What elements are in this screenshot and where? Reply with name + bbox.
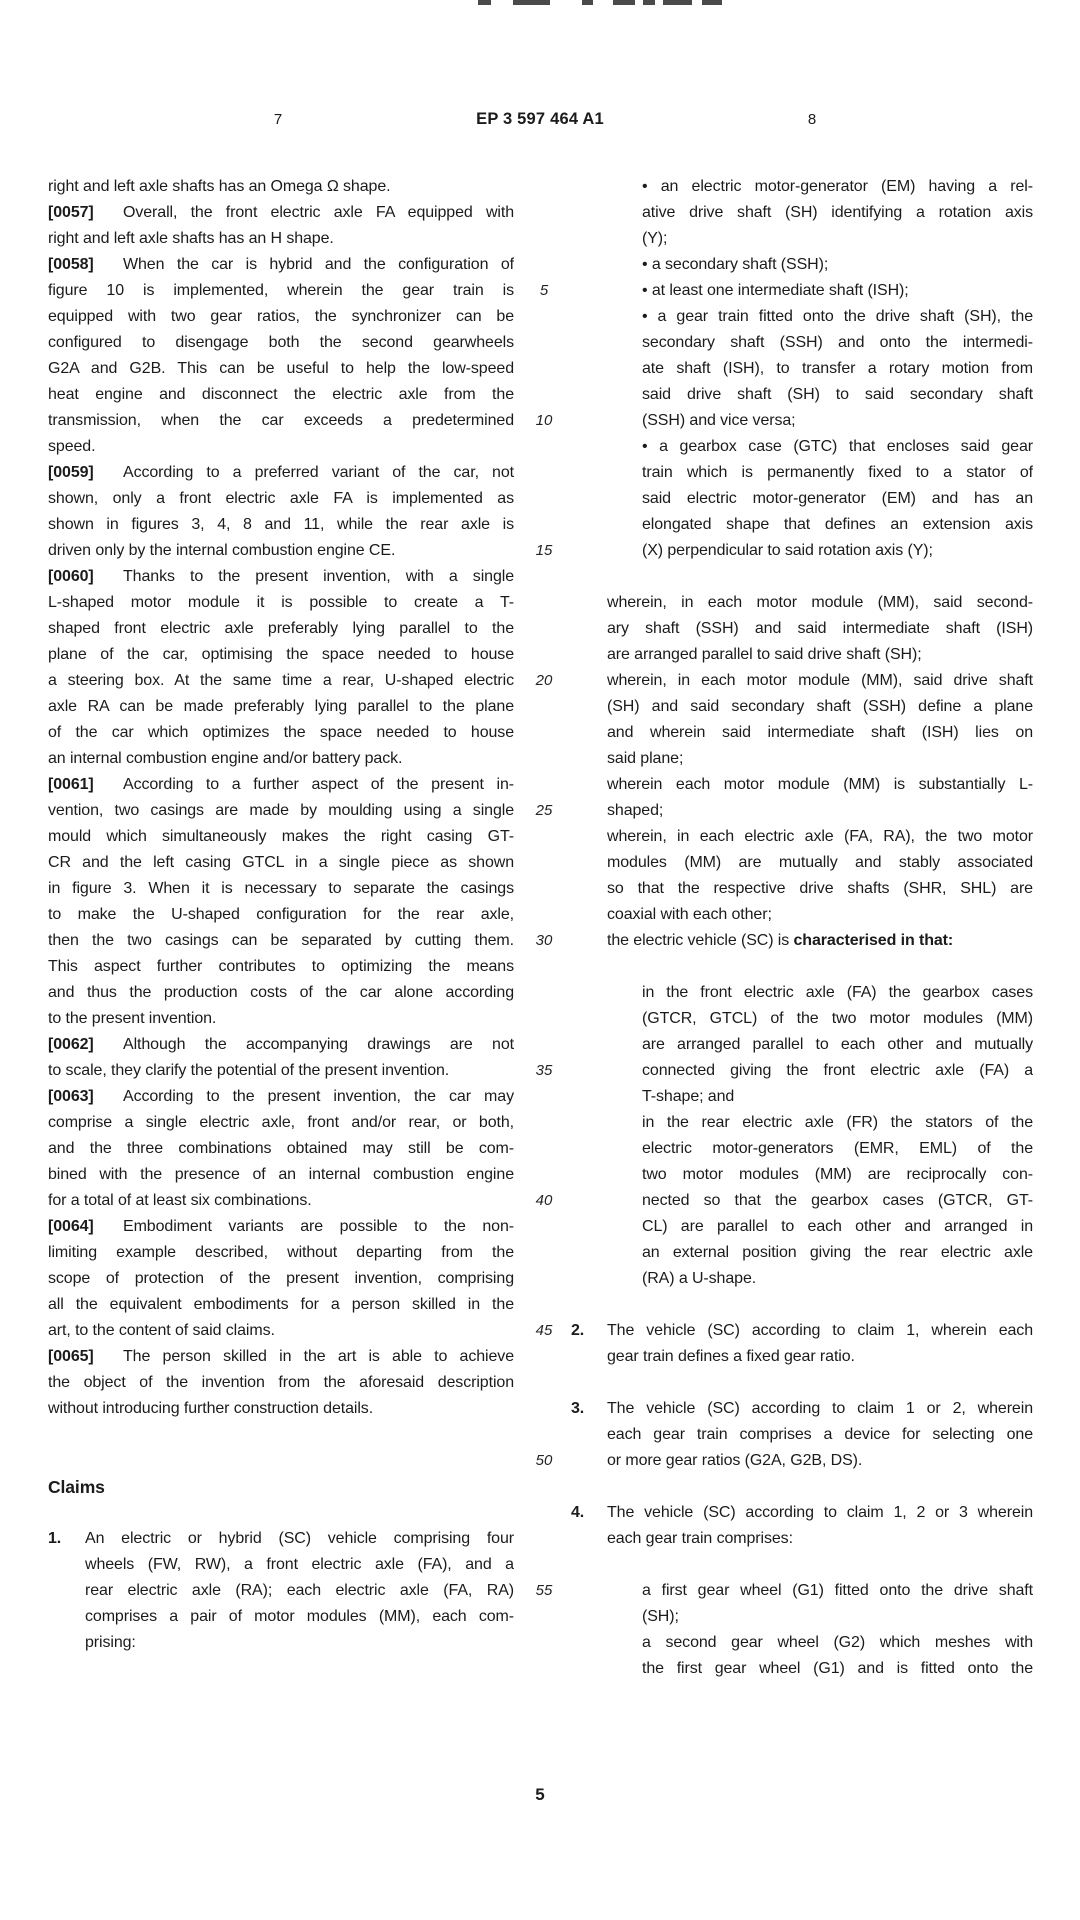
text-line: 1. An electric or hybrid (SC) vehicle comprising four	[48, 1526, 514, 1552]
text-line: right and left axle shafts has an H shape.	[48, 230, 334, 247]
text-line: mould which simultaneously makes the right casing GT-	[48, 828, 514, 845]
text-line: [0057] Overall, the front electric axle FA equipped with	[48, 200, 514, 226]
text-line	[571, 564, 1033, 590]
text-line: to make the U-shaped configuration for the rear axle,	[48, 906, 514, 923]
text-line: ary shaft (SSH) and said intermediate shaft (ISH)	[607, 620, 1033, 637]
text-line: elongated shape that defines an extension axis	[642, 516, 1033, 533]
text-line: secondary shaft (SSH) and onto the intermedi-	[642, 334, 1033, 351]
text-line: without introducing further construction details.	[48, 1400, 374, 1417]
text-line: in figure 3. When it is necessary to separate the casings	[48, 880, 514, 897]
text-line: in the front electric axle (FA) the gearbox cases	[642, 984, 1033, 1001]
text-line	[571, 1474, 1033, 1500]
text-line	[48, 1500, 514, 1526]
paragraph-number: [0058]	[48, 256, 94, 273]
text-line: and wherein said intermediate shaft (ISH) lies on	[607, 724, 1033, 741]
text-line: in the rear electric axle (FR) the stators of the	[642, 1114, 1033, 1131]
text-line: said electric motor-generator (EM) and has an	[642, 490, 1033, 507]
gutter-line-number: 20	[535, 672, 553, 689]
header-column-number-left: 7	[273, 111, 283, 128]
header-column-number-right: 8	[807, 111, 817, 128]
header-publication-number: EP 3 597 464 A1	[476, 110, 604, 128]
text-line: right and left axle shafts has an Omega Ω shape.	[48, 178, 391, 195]
text-line	[571, 1292, 1033, 1318]
text-line: shown in figures 3, 4, 8 and 11, while the rear axle is	[48, 516, 514, 533]
text-line: Claims	[48, 1477, 105, 1497]
scan-artifact	[643, 0, 655, 5]
text-line: a first gear wheel (G1) fitted onto the drive shaft	[642, 1582, 1033, 1599]
text-line: rear electric axle (RA); each electric axle (FA, RA)	[85, 1582, 514, 1599]
text-line: prising:	[85, 1634, 136, 1651]
text-line: • a gear train fitted onto the drive shaft (SH), the	[642, 308, 1033, 325]
text-line: coaxial with each other;	[607, 906, 772, 923]
text-line	[571, 1370, 1033, 1396]
text-line: [0063] According to the present invention, the car may	[48, 1084, 514, 1110]
gutter-line-number: 5	[539, 282, 549, 299]
text-line: figure 10 is implemented, wherein the gear train is	[48, 282, 514, 299]
text-line	[571, 1552, 1033, 1578]
text-line: G2A and G2B. This can be useful to help the low-speed	[48, 360, 514, 377]
text-line: T-shape; and	[642, 1088, 735, 1105]
text-line: modules (MM) are mutually and stably associated	[607, 854, 1033, 871]
text-line: ate shaft (ISH), to transfer a rotary motion from	[642, 360, 1033, 377]
paragraph-number: [0064]	[48, 1218, 94, 1235]
gutter-line-number: 40	[535, 1192, 553, 1209]
text-line: gear train defines a fixed gear ratio.	[607, 1348, 855, 1365]
text-line: connected giving the front electric axle (FA) a	[642, 1062, 1033, 1079]
text-line: (SH) and said secondary shaft (SSH) define a plane	[607, 698, 1033, 715]
text-line: an internal combustion engine and/or battery pack.	[48, 750, 403, 767]
text-line: a steering box. At the same time a rear, U-shaped electric	[48, 672, 514, 689]
text-line: driven only by the internal combustion engine CE.	[48, 542, 396, 559]
text-line: all the equivalent embodiments for a person skilled in the	[48, 1296, 514, 1313]
text-line: of the car which optimizes the space needed to house	[48, 724, 514, 741]
paragraph-number: [0062]	[48, 1036, 94, 1053]
text-line: (Y);	[642, 230, 668, 247]
text-line: shaped;	[607, 802, 664, 819]
text-line: and the three combinations obtained may still be com-	[48, 1140, 514, 1157]
scan-artifact	[613, 0, 635, 5]
paragraph-number: 2.	[571, 1322, 585, 1339]
gutter-line-number: 30	[535, 932, 553, 949]
text-line: [0059] According to a preferred variant of the car, not	[48, 460, 514, 486]
text-line: said plane;	[607, 750, 684, 767]
text-line: art, to the content of said claims.	[48, 1322, 275, 1339]
text-line: CL) are parallel to each other and arranged in	[642, 1218, 1033, 1235]
text-line: vention, two casings are made by moulding using a single	[48, 802, 514, 819]
text-line: scope of protection of the present invention, comprising	[48, 1270, 514, 1287]
left-text-column	[48, 174, 514, 1656]
text-line: [0062] Although the accompanying drawings are not	[48, 1032, 514, 1058]
gutter-line-numbers	[522, 174, 566, 1674]
paragraph-number: [0063]	[48, 1088, 94, 1105]
gutter-line-number: 35	[535, 1062, 553, 1079]
text-line: [0061] According to a further aspect of the present in-	[48, 772, 514, 798]
text-line: 2. The vehicle (SC) according to claim 1, wherein each	[571, 1318, 1033, 1344]
gutter-line-number: 25	[535, 802, 553, 819]
text-line: (GTCR, GTCL) of the two motor modules (MM)	[642, 1010, 1033, 1027]
text-line: transmission, when the car exceeds a predetermined	[48, 412, 514, 429]
text-line: plane of the car, optimising the space needed to house	[48, 646, 514, 663]
text-line: to the present invention.	[48, 1010, 217, 1027]
paragraph-number: [0061]	[48, 776, 94, 793]
text-line: limiting example described, without departing from the	[48, 1244, 514, 1261]
gutter-line-number: 50	[535, 1452, 553, 1469]
scan-artifact	[478, 0, 491, 5]
text-line: an external position giving the rear electric axle	[642, 1244, 1033, 1261]
paragraph-number: [0059]	[48, 464, 94, 481]
paragraph-number: [0057]	[48, 204, 94, 221]
text-line: axle RA can be made preferably lying parallel to the plane	[48, 698, 514, 715]
text-line: (RA) a U-shape.	[642, 1270, 757, 1287]
text-line: (SSH) and vice versa;	[642, 412, 796, 429]
text-line: shaped front electric axle preferably lying parallel to the	[48, 620, 514, 637]
scan-artifact	[702, 0, 722, 5]
text-line	[48, 1422, 514, 1448]
text-line: This aspect further contributes to optimizing the means	[48, 958, 514, 975]
text-line: shown, only a front electric axle FA is implemented as	[48, 490, 514, 507]
text-line: wheels (FW, RW), a front electric axle (FA), and a	[85, 1556, 514, 1573]
scan-artifact	[582, 0, 593, 5]
text-line: so that the respective drive shafts (SHR, SHL) are	[607, 880, 1033, 897]
gutter-line-number: 55	[535, 1582, 553, 1599]
text-line: train which is permanently fixed to a stator of	[642, 464, 1033, 481]
text-line: comprise a single electric axle, front and/or rear, or both,	[48, 1114, 514, 1131]
text-line: speed.	[48, 438, 96, 455]
text-line: equipped with two gear ratios, the synchronizer can be	[48, 308, 514, 325]
text-line: to scale, they clarify the potential of the present invention.	[48, 1062, 450, 1079]
paragraph-number: 3.	[571, 1400, 585, 1417]
gutter-line-number: 15	[535, 542, 553, 559]
text-line: • a secondary shaft (SSH);	[642, 256, 829, 273]
text-line: the electric vehicle (SC) is characterised in that:	[607, 932, 954, 949]
text-line: wherein, in each motor module (MM), said drive shaft	[607, 672, 1033, 689]
text-line: comprises a pair of motor modules (MM), each com-	[85, 1608, 514, 1625]
gutter-line-number: 10	[535, 412, 553, 429]
text-line: two motor modules (MM) are reciprocally con-	[642, 1166, 1033, 1183]
paragraph-number: 1.	[48, 1530, 62, 1547]
text-line: • at least one intermediate shaft (ISH);	[642, 282, 909, 299]
scan-artifact	[513, 0, 550, 5]
text-line: [0064] Embodiment variants are possible to the non-	[48, 1214, 514, 1240]
text-line: 4. The vehicle (SC) according to claim 1, 2 or 3 wherein	[571, 1500, 1033, 1526]
text-line: L-shaped motor module it is possible to create a T-	[48, 594, 514, 611]
text-line: each gear train comprises a device for selecting one	[607, 1426, 1033, 1443]
text-line: heat engine and disconnect the electric axle from the	[48, 386, 514, 403]
text-line: the first gear wheel (G1) and is fitted onto the	[642, 1660, 1033, 1677]
text-line: electric motor-generators (EMR, EML) of the	[642, 1140, 1033, 1157]
text-line: [0060] Thanks to the present invention, with a single	[48, 564, 514, 590]
text-line: • an electric motor-generator (EM) having a rel-	[642, 178, 1033, 195]
paragraph-number: [0060]	[48, 568, 94, 585]
text-line: CR and the left casing GTCL in a single piece as shown	[48, 854, 514, 871]
text-line: wherein, in each motor module (MM), said second-	[607, 594, 1033, 611]
text-line: are arranged parallel to said drive shaft (SH);	[607, 646, 922, 663]
text-line: said drive shaft (SH) to said secondary shaft	[642, 386, 1033, 403]
text-line: nected so that the gearbox cases (GTCR, GT-	[642, 1192, 1033, 1209]
right-text-column	[571, 174, 1033, 1682]
text-line	[571, 954, 1033, 980]
text-line: [0065] The person skilled in the art is able to achieve	[48, 1344, 514, 1370]
footer-page-number: 5	[535, 1785, 545, 1804]
text-line: 3. The vehicle (SC) according to claim 1 or 2, wherein	[571, 1396, 1033, 1422]
text-line: configured to disengage both the second gearwheels	[48, 334, 514, 351]
scan-artifact	[663, 0, 692, 5]
text-line: then the two casings can be separated by cutting them.	[48, 932, 514, 949]
text-line: each gear train comprises:	[607, 1530, 793, 1547]
text-line: wherein each motor module (MM) is substantially L-	[607, 776, 1033, 793]
text-line: or more gear ratios (G2A, G2B, DS).	[607, 1452, 863, 1469]
text-line: wherein, in each electric axle (FA, RA), the two motor	[607, 828, 1033, 845]
text-line: • a gearbox case (GTC) that encloses said gear	[642, 438, 1033, 455]
text-line	[48, 1448, 514, 1474]
text-line: a second gear wheel (G2) which meshes with	[642, 1634, 1033, 1651]
text-line: (SH);	[642, 1608, 679, 1625]
text-line: [0058] When the car is hybrid and the configuration of	[48, 252, 514, 278]
text-line: bined with the presence of an internal combustion engine	[48, 1166, 514, 1183]
text-line: the object of the invention from the aforesaid description	[48, 1374, 514, 1391]
gutter-line-number: 45	[535, 1322, 553, 1339]
paragraph-number: [0065]	[48, 1348, 94, 1365]
text-line: (X) perpendicular to said rotation axis (Y);	[642, 542, 933, 559]
text-line: and thus the production costs of the car alone according	[48, 984, 514, 1001]
text-line: for a total of at least six combinations.	[48, 1192, 312, 1209]
text-line: are arranged parallel to each other and mutually	[642, 1036, 1033, 1053]
text-line: ative drive shaft (SH) identifying a rotation axis	[642, 204, 1033, 221]
paragraph-number: 4.	[571, 1504, 585, 1521]
